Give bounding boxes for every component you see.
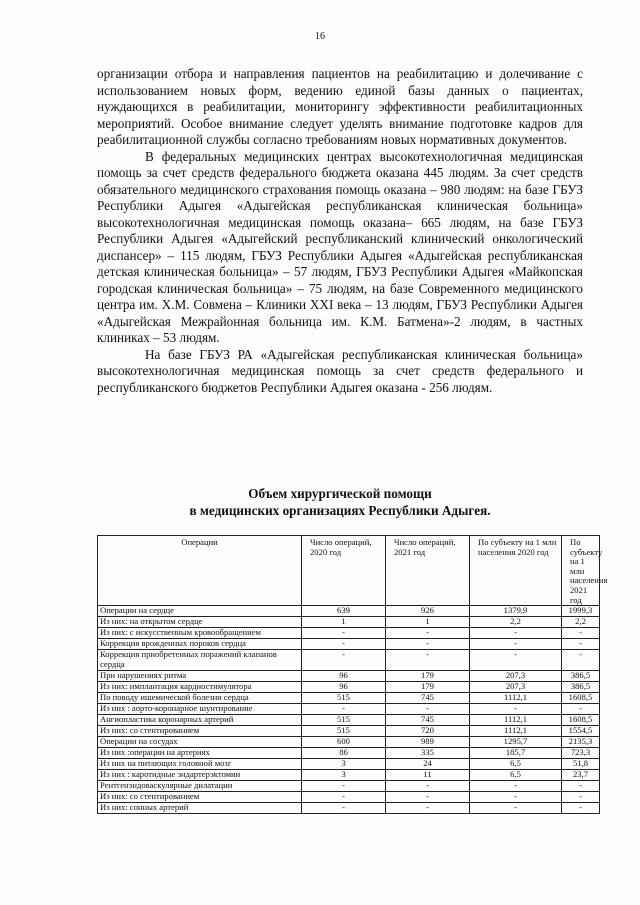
per-million-2020-cell: 2,2	[470, 617, 562, 628]
count-2021-cell: -	[386, 650, 470, 671]
count-2021-cell: 989	[386, 737, 470, 748]
table-row	[98, 759, 600, 770]
operation-cell: Коррекция приобретенных поражений клапанов сердца	[98, 650, 302, 671]
page-number: 16	[315, 31, 325, 42]
per-million-2021-cell: -	[562, 639, 600, 650]
operation-cell: Из них: со стентированием	[98, 726, 302, 737]
per-million-2021-cell: -	[562, 792, 600, 803]
count-2020-cell: 600	[302, 737, 386, 748]
per-million-2020-cell: 1112,1	[470, 715, 562, 726]
count-2021-cell: -	[386, 781, 470, 792]
per-million-2020-cell: 6,5	[470, 759, 562, 770]
count-2021-cell: 24	[386, 759, 470, 770]
count-2021-cell: 926	[386, 606, 470, 617]
per-million-2021-cell: 1999,3	[562, 606, 600, 617]
per-million-2020-cell: 1112,1	[470, 726, 562, 737]
table-row	[98, 617, 600, 628]
count-2020-cell: -	[302, 704, 386, 715]
table-row	[98, 726, 600, 737]
count-2021-cell: 335	[386, 748, 470, 759]
per-million-2021-cell: -	[562, 628, 600, 639]
count-2020-cell: 3	[302, 759, 386, 770]
table-row	[98, 803, 600, 814]
operation-cell: Из них: со стентированием	[98, 792, 302, 803]
count-2021-cell: 11	[386, 770, 470, 781]
per-million-2021-cell: -	[562, 803, 600, 814]
operation-cell: Из них :операции на артериях	[98, 748, 302, 759]
count-2020-cell: 515	[302, 693, 386, 704]
per-million-2021-cell: 2,2	[562, 617, 600, 628]
count-2020-cell: -	[302, 792, 386, 803]
table-row	[98, 693, 600, 704]
per-million-2021-cell: 1608,5	[562, 693, 600, 704]
header-count-2021: Число операций, 2021 год	[386, 536, 470, 606]
table-row	[98, 704, 600, 715]
count-2021-cell: -	[386, 628, 470, 639]
surgery-volume-table	[97, 535, 608, 814]
count-2020-cell: -	[302, 650, 386, 671]
per-million-2021-cell: 723,3	[562, 748, 600, 759]
per-million-2021-cell: 386,5	[562, 682, 600, 693]
per-million-2021-cell: 2135,3	[562, 737, 600, 748]
count-2020-cell: -	[302, 628, 386, 639]
table-row	[98, 737, 600, 748]
per-million-2020-cell: -	[470, 628, 562, 639]
count-2021-cell: 745	[386, 715, 470, 726]
table-row	[98, 792, 600, 803]
per-million-2020-cell: -	[470, 781, 562, 792]
per-million-2020-cell: -	[470, 650, 562, 671]
per-million-2021-cell: 23,7	[562, 770, 600, 781]
per-million-2021-cell: 51,8	[562, 759, 600, 770]
count-2020-cell: 96	[302, 682, 386, 693]
per-million-2021-cell: -	[562, 704, 600, 715]
paragraph-3: На базе ГБУЗ РА «Адыгейская республиканская клиническая больница» высокотехнологичная медицинская помощь за счет средств федерального и республиканского бюджетов Республики Адыгея оказана - 256 людям.	[97, 346, 583, 395]
operation-cell: При нарушениях ритма	[98, 671, 302, 682]
header-per-million-2020: По субъекту на 1 млн населения 2020 год	[470, 536, 562, 606]
count-2021-cell: 720	[386, 726, 470, 737]
operation-cell: Ангиопластика коронарных артерий	[98, 715, 302, 726]
count-2021-cell: -	[386, 803, 470, 814]
count-2020-cell: 515	[302, 715, 386, 726]
per-million-2020-cell: 6,5	[470, 770, 562, 781]
operation-cell: Из них: с искусственным кровообращением	[98, 628, 302, 639]
body-text	[97, 66, 583, 396]
count-2021-cell: -	[386, 792, 470, 803]
table-row	[98, 682, 600, 693]
table-row	[98, 606, 600, 617]
paragraph-1: организации отбора и направления пациентов на реабилитацию и долечивание с использованием новых форм, ведению единой базы данных о пациентах, нуждающихся в реабилитации, мониторингу эффективности реабилитационных мероприятий. Особое внимание следует уделять внимание подготовке кадров для реабилитационной службы согласно требованиям новых нормативных документов.	[97, 66, 583, 147]
count-2020-cell: -	[302, 803, 386, 814]
count-2021-cell: -	[386, 639, 470, 650]
table-row	[98, 715, 600, 726]
per-million-2021-cell: -	[562, 650, 600, 671]
per-million-2020-cell: 1112,1	[470, 693, 562, 704]
per-million-2020-cell: 207,3	[470, 682, 562, 693]
per-million-2021-cell: -	[562, 781, 600, 792]
per-million-2020-cell: 1379,9	[470, 606, 562, 617]
operation-cell: Из них: имплантация кардиостимулятора	[98, 682, 302, 693]
operation-cell: По поводу ишемической болезни сердца	[98, 693, 302, 704]
header-per-million-2021: По субъекту на 1 млн населения 2021 год	[562, 536, 600, 606]
count-2021-cell: 745	[386, 693, 470, 704]
per-million-2020-cell: 185,7	[470, 748, 562, 759]
table-row	[98, 628, 600, 639]
per-million-2020-cell: 207,3	[470, 671, 562, 682]
paragraph-2: В федеральных медицинских центрах высокотехнологичная медицинская помощь за счет средств федерального бюджета оказана 445 людям. За счет средств обязательного медицинского страхования помощь оказана – 980 людям: на базе ГБУЗ Республики Адыгея «Адыгейская республиканская клиническая больница» высокотехнологичная медицинская помощь оказана– 665 людям, на базе ГБУЗ Республики Адыгея «Адыгейский республиканский клинический онкологический диспансер» – 115 людям, ГБУЗ Республики Адыгея «Адыгейская республиканская детская клиническая больница» – 57 людям, ГБУЗ Республики Адыгея «Майкопская городская клиническая больница» – 75 людям, на базе Современного медицинского центра им. Х.М. Совмена – Клиники XXI века – 13 людям, ГБУЗ Республики Адыгея «Адыгейская Межрайонная больница им. К.М. Батмена»-2 людям, в частных клиниках – 53 людям.	[97, 148, 583, 345]
count-2020-cell: -	[302, 781, 386, 792]
count-2020-cell: 515	[302, 726, 386, 737]
table-row	[98, 770, 600, 781]
count-2020-cell: 96	[302, 671, 386, 682]
operation-cell: Операции на сердце	[98, 606, 302, 617]
count-2020-cell: 1	[302, 617, 386, 628]
table-row	[98, 748, 600, 759]
header-count-2020: Число операций, 2020 год	[302, 536, 386, 606]
operation-cell: Из них: сонных артерий	[98, 803, 302, 814]
operation-cell: Операции на сосудах	[98, 737, 302, 748]
operation-cell: Из них: на открытом сердце	[98, 617, 302, 628]
per-million-2020-cell: -	[470, 639, 562, 650]
operation-cell: Из них на питающих головной мозг	[98, 759, 302, 770]
caption-line-1: Объем хирургической помощи	[248, 486, 432, 501]
per-million-2021-cell: 386,5	[562, 671, 600, 682]
table-row	[98, 650, 600, 671]
caption-line-2: в медицинских организациях Республики Адыгея.	[189, 503, 491, 518]
count-2021-cell: 179	[386, 682, 470, 693]
per-million-2020-cell: -	[470, 803, 562, 814]
table-caption	[97, 485, 583, 519]
per-million-2021-cell: 1554,5	[562, 726, 600, 737]
per-million-2021-cell: 1608,5	[562, 715, 600, 726]
operation-cell: Из них : каротидные эндартерэктомии	[98, 770, 302, 781]
per-million-2020-cell: 1295,7	[470, 737, 562, 748]
count-2021-cell: -	[386, 704, 470, 715]
count-2020-cell: -	[302, 639, 386, 650]
per-million-2020-cell: -	[470, 704, 562, 715]
header-operations: Операции	[98, 536, 302, 606]
count-2021-cell: 1	[386, 617, 470, 628]
count-2020-cell: 86	[302, 748, 386, 759]
table-row	[98, 639, 600, 650]
operation-cell: Рентгенэндоваскулярные дилатации	[98, 781, 302, 792]
table-row	[98, 781, 600, 792]
table-header-row	[98, 536, 600, 606]
table-row	[98, 671, 600, 682]
per-million-2020-cell: -	[470, 792, 562, 803]
operation-cell: Коррекция врожденных пороков сердца	[98, 639, 302, 650]
count-2021-cell: 179	[386, 671, 470, 682]
count-2020-cell: 3	[302, 770, 386, 781]
operation-cell: Из них : аорто-коронарное шунтирование	[98, 704, 302, 715]
count-2020-cell: 639	[302, 606, 386, 617]
